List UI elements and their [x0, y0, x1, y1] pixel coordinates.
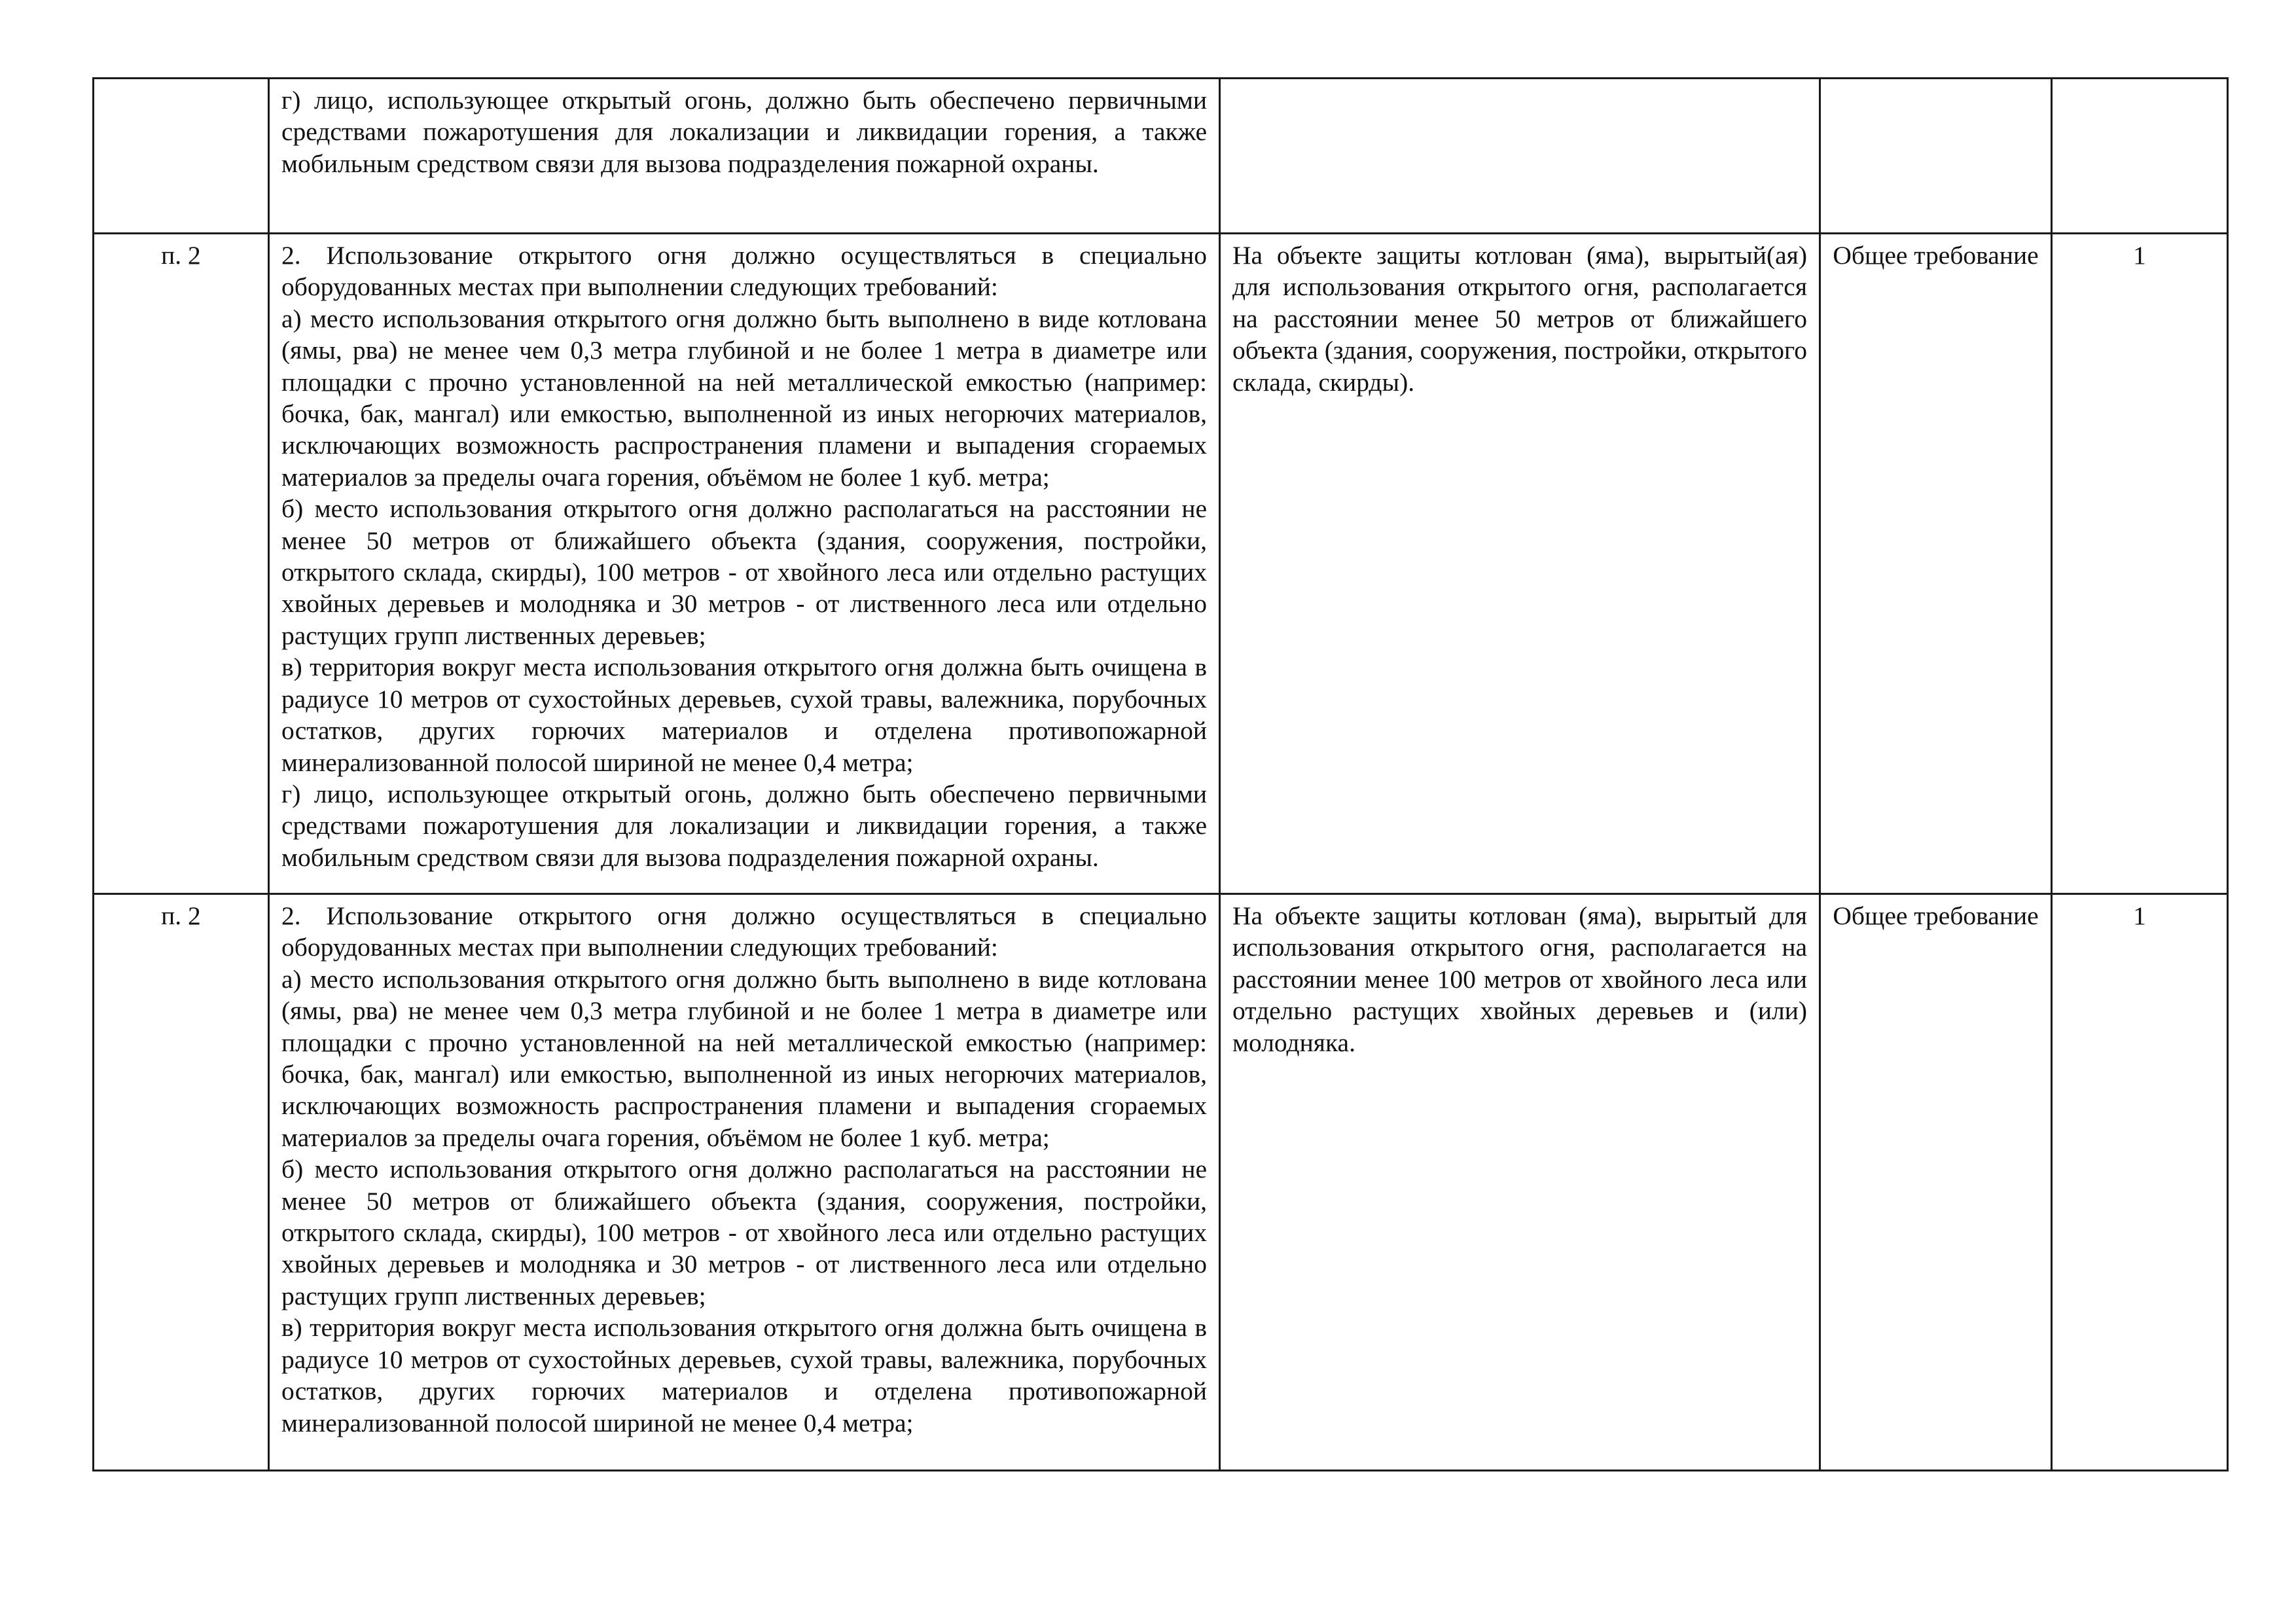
score-cell	[2052, 79, 2228, 234]
requirement-paragraph: г) лицо, использующее открытый огонь, должно быть обеспечено первичными средствами пожаротушения для локализации и ликвидации горения, а также мобильным средством связи для вызова подразделения пожарной охраны.	[281, 86, 1207, 178]
table-row	[94, 894, 2228, 1471]
category-cell: Общее требование	[1820, 894, 2052, 1471]
violation-cell	[1220, 79, 1820, 234]
requirement-paragraph: в) территория вокруг места использования открытого огня должна быть очищена в радиусе 10 метров от сухостойных деревьев, сухой травы, валежника, порубочных остатков, других горючих материалов и отделена противопожарной минерализованной полосой шириной не менее 0,4 метра;	[281, 653, 1207, 777]
table-row	[94, 79, 2228, 234]
requirement-text-cell	[269, 79, 1220, 234]
category-cell	[1820, 79, 2052, 234]
violation-cell: На объекте защиты котлован (яма), вырытый(ая) для использования открытого огня, располагается на расстоянии менее 50 метров от ближайшего объекта (здания, сооружения, постройки, открытого склада, скирды).	[1220, 234, 1820, 894]
requirement-paragraph: б) место использования открытого огня должно располагаться на расстоянии не менее 50 метров от ближайшего объекта (здания, сооружения, постройки, открытого склада, скирды), 100 метров - от хвойного леса или отдельно растущих хвойных деревьев и молодняка и 30 метров - от лиственного леса или отдельно растущих групп лиственных деревьев;	[281, 494, 1207, 650]
category-cell: Общее требование	[1820, 234, 2052, 894]
requirement-paragraph: в) территория вокруг места использования открытого огня должна быть очищена в радиусе 10 метров от сухостойных деревьев, сухой травы, валежника, порубочных остатков, других горючих материалов и отделена противопожарной минерализованной полосой шириной не менее 0,4 метра;	[281, 1313, 1207, 1437]
point-cell: п. 2	[94, 894, 269, 1471]
score-cell: 1	[2052, 894, 2228, 1471]
violation-cell: На объекте защиты котлован (яма), вырытый для использования открытого огня, располагается на расстоянии менее 100 метров от хвойного леса или отдельно растущих хвойных деревьев и (или) молодняка.	[1220, 894, 1820, 1471]
requirement-paragraph: 2. Использование открытого огня должно осуществляться в специально оборудованных местах при выполнении следующих требований:	[281, 901, 1207, 962]
requirement-text-cell	[269, 894, 1220, 1471]
point-cell: п. 2	[94, 234, 269, 894]
requirement-paragraph: а) место использования открытого огня должно быть выполнено в виде котлована (ямы, рва) не менее чем 0,3 метра глубиной и не более 1 метра в диаметре или площадки с прочно установленной на ней металлической емкостью (например: бочка, бак, мангал) или емкостью, выполненной из иных негорючих материалов, исключающих возможность распространения пламени и выпадения сгораемых материалов за пределы очага горения, объёмом не более 1 куб. метра;	[281, 964, 1207, 1152]
requirement-paragraph: 2. Использование открытого огня должно осуществляться в специально оборудованных местах при выполнении следующих требований:	[281, 241, 1207, 302]
table-row	[94, 234, 2228, 894]
point-cell	[94, 79, 269, 234]
requirement-paragraph: г) лицо, использующее открытый огонь, должно быть обеспечено первичными средствами пожаротушения для локализации и ликвидации горения, а также мобильным средством связи для вызова подразделения пожарной охраны.	[281, 779, 1207, 872]
requirement-paragraph: б) место использования открытого огня должно располагаться на расстоянии не менее 50 метров от ближайшего объекта (здания, сооружения, постройки, открытого склада, скирды), 100 метров - от хвойного леса или отдельно растущих хвойных деревьев и молодняка и 30 метров - от лиственного леса или отдельно растущих групп лиственных деревьев;	[281, 1155, 1207, 1310]
score-cell: 1	[2052, 234, 2228, 894]
requirements-table	[92, 77, 2229, 1471]
requirement-text-cell	[269, 234, 1220, 894]
requirement-paragraph: а) место использования открытого огня должно быть выполнено в виде котлована (ямы, рва) не менее чем 0,3 метра глубиной и не более 1 метра в диаметре или площадки с прочно установленной на ней металлической емкостью (например: бочка, бак, мангал) или емкостью, выполненной из иных негорючих материалов, исключающих возможность распространения пламени и выпадения сгораемых материалов за пределы очага горения, объёмом не более 1 куб. метра;	[281, 304, 1207, 492]
